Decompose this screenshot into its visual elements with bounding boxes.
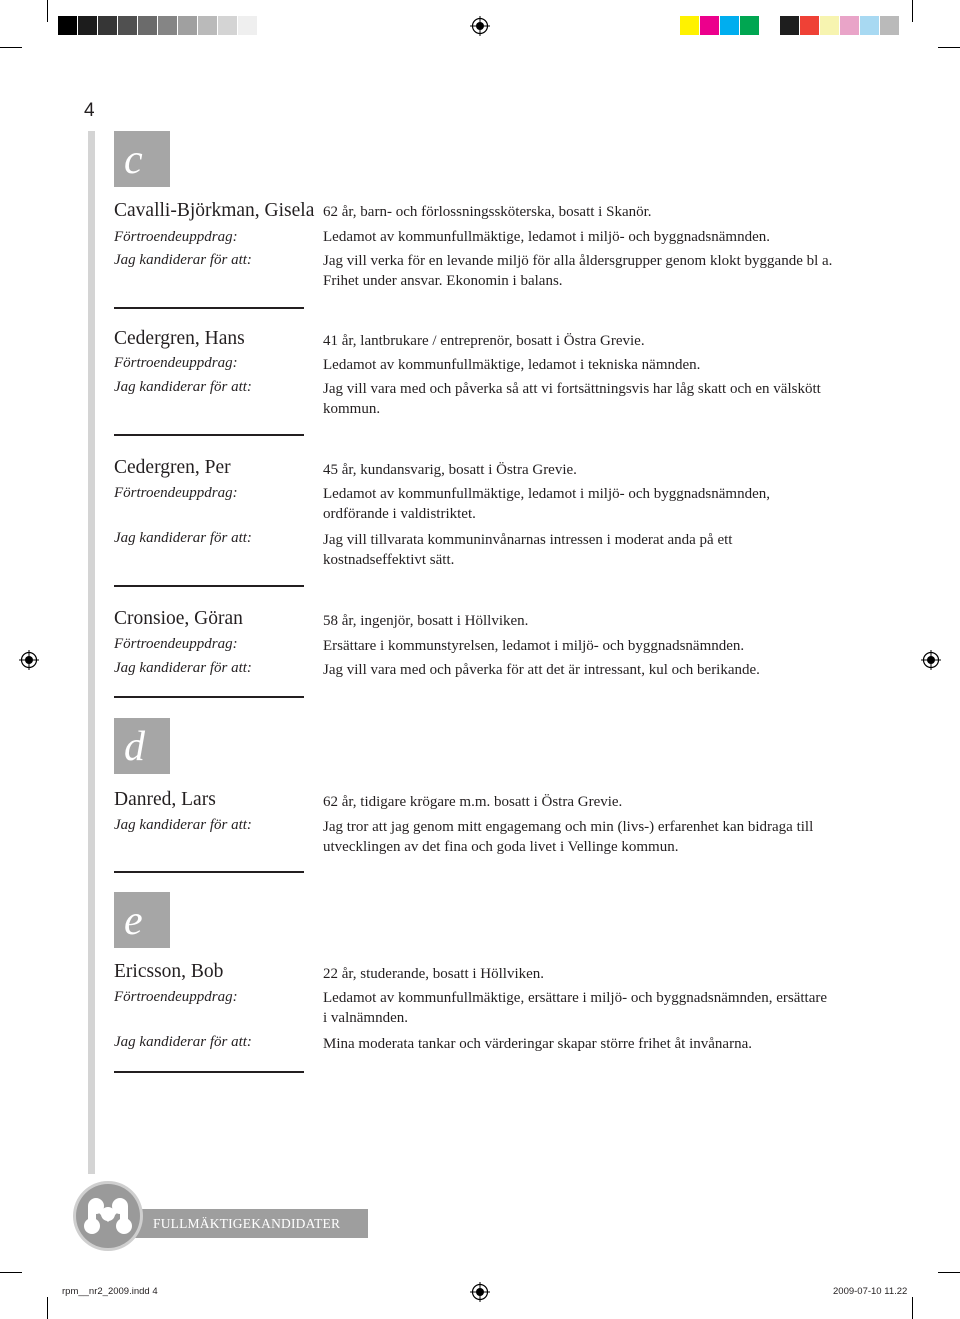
assignment-label: Förtroendeuppdrag: <box>114 989 238 1005</box>
crop-mark <box>47 0 48 22</box>
calibration-swatch <box>178 16 198 35</box>
section-letter-c <box>114 131 170 187</box>
candidate-entry <box>114 457 834 577</box>
candidate-assignment: Ledamot av kommunfullmäktige, ledamot i tekniska nämnden. <box>323 357 701 373</box>
sidebar-rule <box>88 131 95 1174</box>
candidate-info: 41 år, lantbrukare / entreprenör, bosatt i Östra Grevie. <box>323 333 645 349</box>
crop-mark <box>912 1297 913 1319</box>
assignment-label: Förtroendeuppdrag: <box>114 485 238 501</box>
crop-mark <box>0 1272 22 1273</box>
calibration-swatch <box>720 16 740 35</box>
reason-label: Jag kandiderar för att: <box>114 379 252 395</box>
candidate-name: Cronsioe, Göran <box>114 608 243 629</box>
calibration-swatch <box>740 16 760 35</box>
candidate-assignment: Ledamot av kommunfullmäktige, ersättare i miljö- och byggnadsnämnden, ersättare i valnämnden. <box>323 990 828 1026</box>
candidate-reason: Jag tror att jag genom mitt engagemang och min (livs-) erfarenhet kan bidraga till utvecklingen av det fina och goda livet i Vellinge kommun. <box>323 819 814 855</box>
candidate-reason: Jag vill vara med och påverka så att vi fortsättningsvis har låg skatt och en välskött kommun. <box>323 381 821 417</box>
entry-divider <box>114 1071 304 1073</box>
candidate-entry <box>114 200 834 300</box>
calibration-swatch <box>78 16 98 35</box>
candidate-assignment: Ledamot av kommunfullmäktige, ledamot i miljö- och byggnadsnämnden, ordförande i valdistriktet. <box>323 486 770 522</box>
calibration-swatch <box>760 16 780 35</box>
candidate-entry <box>114 328 834 428</box>
logo-m-icon <box>76 1184 140 1248</box>
registration-mark-icon <box>921 650 941 670</box>
candidate-name: Cedergren, Hans <box>114 328 245 349</box>
entry-divider <box>114 434 304 436</box>
candidate-assignment: Ledamot av kommunfullmäktige, ledamot i miljö- och byggnadsnämnden. <box>323 229 770 245</box>
assignment-label: Förtroendeuppdrag: <box>114 636 238 652</box>
candidate-info: 62 år, barn- och förlossningssköterska, bosatt i Skanör. <box>323 204 652 220</box>
registration-mark-icon <box>19 650 39 670</box>
calibration-swatch <box>680 16 700 35</box>
candidate-name: Ericsson, Bob <box>114 961 224 982</box>
moderaterna-logo-icon <box>76 1184 140 1248</box>
candidate-name: Cavalli-Björkman, Gisela <box>114 200 315 221</box>
candidate-info: 45 år, kundansvarig, bosatt i Östra Grevie. <box>323 462 577 478</box>
calibration-swatch <box>98 16 118 35</box>
entry-divider <box>114 585 304 587</box>
calibration-swatch <box>158 16 178 35</box>
section-letter: d <box>124 724 145 770</box>
candidate-reason: Jag vill tillvarata kommuninvånarnas intressen i moderat anda på ett kostnadseffektivt sätt. <box>323 532 733 568</box>
calibration-swatch <box>58 16 78 35</box>
date-slug: 2009-07-10 11.22 <box>833 1286 908 1297</box>
calibration-swatch <box>840 16 860 35</box>
crop-mark <box>938 1272 960 1273</box>
section-letter-e <box>114 892 170 948</box>
grayscale-calibration-bar <box>58 16 258 35</box>
candidate-name: Cedergren, Per <box>114 457 231 478</box>
candidate-entry <box>114 961 834 1061</box>
candidate-info: 22 år, studerande, bosatt i Höllviken. <box>323 966 545 982</box>
reason-label: Jag kandiderar för att: <box>114 252 252 268</box>
calibration-swatch <box>198 16 218 35</box>
crop-mark <box>938 47 960 48</box>
color-calibration-bar <box>680 16 900 35</box>
calibration-swatch <box>118 16 138 35</box>
candidate-info: 62 år, tidigare krögare m.m. bosatt i Östra Grevie. <box>323 794 623 810</box>
calibration-swatch <box>860 16 880 35</box>
page-number: 4 <box>84 100 95 121</box>
candidate-reason: Jag vill vara med och påverka för att det är intressant, kul och berikande. <box>323 662 760 678</box>
calibration-swatch <box>138 16 158 35</box>
candidate-reason: Mina moderata tankar och värderingar skapar större frihet åt invånarna. <box>323 1036 752 1052</box>
crop-mark <box>0 47 22 48</box>
candidate-entry <box>114 608 834 688</box>
calibration-swatch <box>800 16 820 35</box>
candidate-reason: Jag vill verka för en levande miljö för alla åldersgrupper genom klokt byggande bl a. Frihet under ansvar. Ekonomin i balans. <box>323 253 833 289</box>
assignment-label: Förtroendeuppdrag: <box>114 355 238 371</box>
calibration-swatch <box>218 16 238 35</box>
calibration-swatch <box>780 16 800 35</box>
reason-label: Jag kandiderar för att: <box>114 530 252 546</box>
footer-banner <box>120 1209 368 1238</box>
entry-divider <box>114 307 304 309</box>
reason-label: Jag kandiderar för att: <box>114 1034 252 1050</box>
candidate-name: Danred, Lars <box>114 789 216 810</box>
assignment-label: Förtroendeuppdrag: <box>114 229 238 245</box>
entry-divider <box>114 871 304 873</box>
calibration-swatch <box>700 16 720 35</box>
calibration-swatch <box>820 16 840 35</box>
candidate-info: 58 år, ingenjör, bosatt i Höllviken. <box>323 613 529 629</box>
file-slug: rpm__nr2_2009.indd 4 <box>62 1286 158 1297</box>
footer-title: FULLMÄKTIGEKANDIDATER <box>153 1216 341 1231</box>
reason-label: Jag kandiderar för att: <box>114 660 252 676</box>
candidate-entry <box>114 789 834 859</box>
calibration-swatch <box>238 16 258 35</box>
reason-label: Jag kandiderar för att: <box>114 817 252 833</box>
section-letter: c <box>124 137 143 183</box>
crop-mark <box>47 1297 48 1319</box>
registration-mark-icon <box>470 1282 490 1302</box>
section-letter: e <box>124 898 143 944</box>
registration-mark-icon <box>470 16 490 36</box>
candidate-assignment: Ersättare i kommunstyrelsen, ledamot i miljö- och byggnadsnämnden. <box>323 638 745 654</box>
entry-divider <box>114 696 304 698</box>
calibration-swatch <box>880 16 900 35</box>
section-letter-d <box>114 718 170 774</box>
crop-mark <box>912 0 913 22</box>
